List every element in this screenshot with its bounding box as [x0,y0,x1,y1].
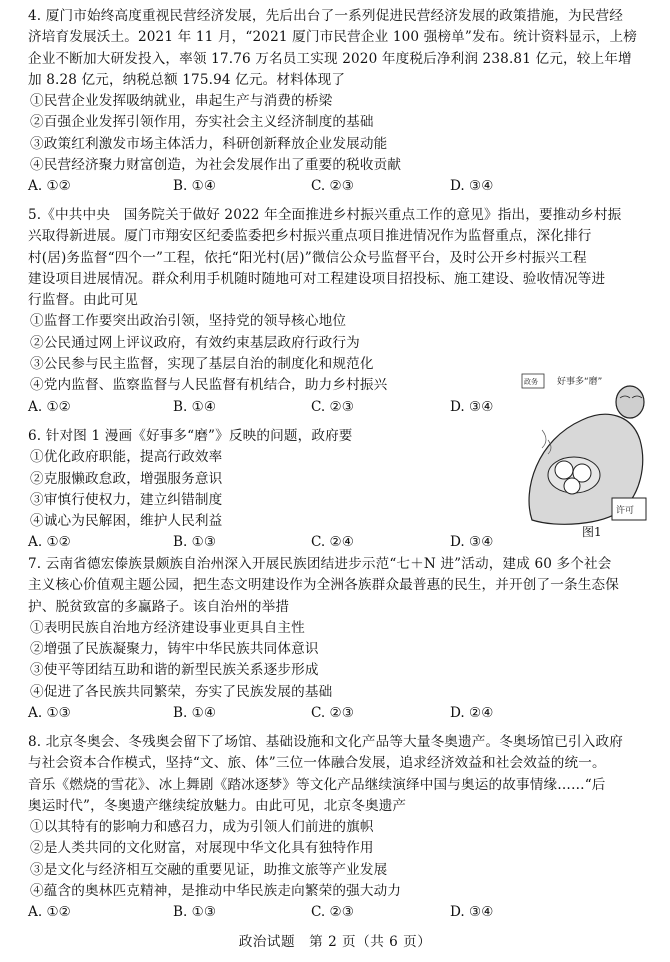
answer-choices [28,902,660,923]
cartoon-tag: 政务 [524,378,538,386]
statement-option: ④促进了各民族共同繁荣，夯实了民族发展的基础 [30,683,333,700]
choice-c: C. ②③ [311,398,354,415]
choice-b: B. ①③ [173,534,217,551]
question-text: 护、脱贫致富的多赢路子。该自治州的举措 [28,598,290,615]
choice-c: C. ②③ [311,178,354,195]
choice-a: A. ①② [28,534,71,551]
question-text: 7. 云南省德宏傣族景颇族自治州深入开展民族团结进步示范“七＋N 进”活动，建成 60 多个社会 [28,556,612,572]
statement-option: ③政策红利激发市场主体活力，科研创新释放企业发展动能 [30,135,388,152]
choice-d: D. ②④ [450,705,494,722]
statement-option: ④蕴含的奥林匹克精神，是推动中华民族走向繁荣的强大动力 [30,883,402,900]
choice-d: D. ③④ [450,904,494,921]
question-text: 兴取得新进展。厦门市翔安区纪委监委把乡村振兴重点项目推进情况作为监督重点，深化排行 [28,228,592,245]
statement-option: ④诚心为民解困，维护人民利益 [30,513,223,530]
statement-option: ②公民通过网上评议政府，有效约束基层政府行政行为 [30,334,360,351]
statement-option: ④党内监督、监察监督与人民监督有机结合，助力乡村振兴 [30,377,388,394]
choice-b: B. ①③ [173,904,217,921]
answer-choices [28,703,660,724]
question-8 [28,732,660,924]
answer-choices [28,176,660,197]
cartoon-title: 好事多“磨” [557,377,603,387]
choice-c: C. ②③ [311,705,354,722]
question-text: 8. 北京冬奥会、冬残奥会留下了场馆、基础设施和文化产品等大量冬奥遗产。冬奥场馆已引入政府 [28,734,623,750]
statement-option: ③审慎行使权力，建立纠错制度 [30,491,223,508]
choice-a: A. ①③ [28,705,71,722]
statement-option: ④民营经济聚力财富创造，为社会发展作出了重要的税收贡献 [30,157,402,174]
statement-option: ①优化政府职能，提高行政效率 [30,449,223,466]
cartoon-figure [512,370,662,530]
statement-option: ①以其特有的影响力和感召力，成为引领人们前进的旗帜 [30,819,374,836]
statement-option: ③公民参与民主监督，实现了基层自治的制度化和规范化 [30,356,374,373]
choice-c: C. ②④ [311,534,354,551]
choice-b: B. ①④ [173,705,217,722]
choice-d: D. ③④ [450,534,494,551]
choice-c: C. ②③ [311,904,354,921]
statement-option: ②克服懒政怠政，增强服务意识 [30,470,223,487]
question-text: 4. 厦门市始终高度重视民营经济发展，先后出台了一系列促进民营经济发展的政策措施，为民营经 [28,8,623,24]
question-text: 主义核心价值观主题公园，把生态文明建设作为全洲各族群众最普惠的民生，并开创了一条生态保 [28,577,619,594]
ball-3 [564,478,580,494]
figure-caption: 图1 [582,525,602,539]
question-text: 与社会资本合作模式，坚持“文、旅、体”三位一体融合发展，追求经济效益和社会效益的统一。 [28,755,606,772]
question-text: 行监督。由此可见 [28,292,138,309]
choice-d: D. ③④ [450,398,494,415]
statement-option: ①监督工作要突出政治引领，坚持党的领导核心地位 [30,313,347,330]
official-head [616,386,644,418]
question-7 [28,554,660,724]
choice-a: A. ①② [28,398,71,415]
cartoon-illustration [512,370,662,530]
page-footer: 政治试题 第 2 页（共 6 页） [238,934,432,950]
statement-option: ②是人类共同的文化财富，对展现中华文化具有独特作用 [30,840,374,857]
answer-choices [28,532,660,553]
statement-option: ①表明民族自治地方经济建设事业更具自主性 [30,619,305,636]
stamp-text: 许可 [616,506,635,516]
question-4 [28,6,660,198]
choice-b: B. ①④ [173,178,217,195]
statement-option: ③使平等团结互助和谐的新型民族关系逐步形成 [30,662,319,679]
question-text: 村(居)务监督“四个一”工程，依托“阳光村(居)”微信公众号监督平台，及时公开乡村振兴工程 [28,249,587,266]
question-text: 奥运时代”，冬奥遗产继续绽放魅力。由此可见，北京冬奥遗产 [28,797,407,814]
choice-a: A. ①② [28,904,71,921]
ball-1 [555,461,573,479]
question-text: 5.《中共中央 国务院关于做好 2022 年全面推进乡村振兴重点工作的意见》指出，要推动乡村振 [28,207,622,223]
choice-d: D. ③④ [450,178,494,195]
statement-option: ③是文化与经济相互交融的重要见证，助推文旅等产业发展 [30,861,388,878]
question-text: 济培育发展沃土。2021 年 11 月，“2021 厦门市民营企业 100 强榜单”发布。统计资料显示，上榜 [28,29,637,46]
question-text: 音乐《燃烧的雪花》、冰上舞剧《踏冰逐梦》等文化产品继续演绎中国与奥运的故事情缘……“后 [28,776,606,793]
statement-option: ②增强了民族凝聚力，铸牢中华民族共同体意识 [30,641,319,658]
statement-option: ①民营企业发挥吸纳就业，串起生产与消费的桥梁 [30,93,333,110]
question-text: 加 8.28 亿元，纳税总额 175.94 亿元。材料体现了 [28,71,346,88]
question-text: 6. 针对图 1 漫画《好事多“磨”》反映的问题，政府要 [28,428,353,444]
question-text: 企业不断加大研发投入，率领 17.76 万名员工实现 2020 年度税后净利润 238.81 亿元，较上年增 [28,50,632,67]
statement-option: ②百强企业发挥引领作用，夯实社会主义经济制度的基础 [30,114,374,131]
choice-a: A. ①② [28,178,71,195]
choice-b: B. ①④ [173,398,217,415]
question-text: 建设项目进展情况。群众利用手机随时随地可对工程建设项目招投标、施工建设、验收情况等进 [28,270,606,287]
